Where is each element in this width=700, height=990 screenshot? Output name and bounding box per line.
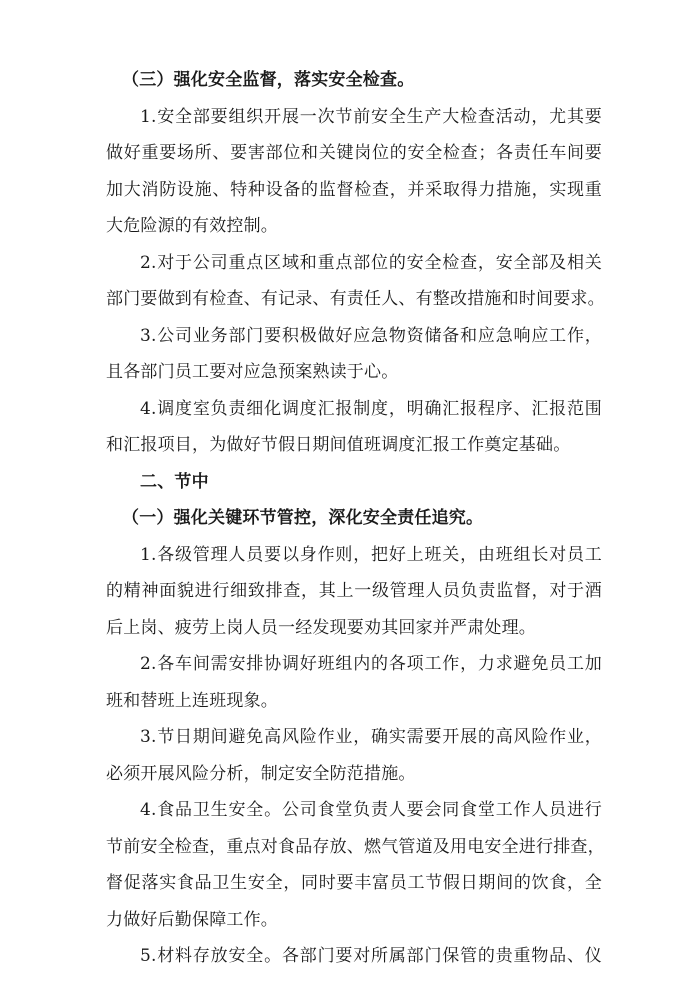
paragraph bbox=[106, 938, 602, 975]
part-heading: 二、节中 bbox=[140, 471, 209, 492]
paragraph-line: 力做好后勤保障工作。 bbox=[106, 909, 278, 930]
paragraph-line: 加大消防设施、特种设备的监督检查，并采取得力措施，实现重 bbox=[106, 179, 602, 200]
paragraph-line: 2.对于公司重点区域和重点部位的安全检查，安全部及相关 bbox=[140, 252, 602, 273]
paragraph-line: 4.食品卫生安全。公司食堂负责人要会同食堂工作人员进行 bbox=[140, 800, 602, 820]
paragraph-line: 4.调度室负责细化调度汇报制度，明确汇报程序、汇报范围 bbox=[140, 398, 602, 419]
paragraph-line: 必须开展风险分析，制定安全防范措施。 bbox=[106, 763, 416, 784]
paragraph-line: 5.材料存放安全。各部门要对所属部门保管的贵重物品、仪 bbox=[140, 946, 602, 966]
paragraph-line: 3.节日期间避免高风险作业，确实需要开展的高风险作业， bbox=[140, 727, 602, 747]
paragraph bbox=[106, 537, 602, 647]
paragraph-line: 做好重要场所、要害部位和关键岗位的安全检查；各责任车间要 bbox=[106, 143, 602, 163]
paragraph bbox=[106, 318, 602, 391]
paragraph bbox=[106, 719, 602, 792]
paragraph-line: 节前安全检查，重点对食品存放、燃气管道及用电安全进行排查， bbox=[106, 836, 605, 857]
paragraph bbox=[106, 646, 602, 719]
paragraph bbox=[106, 99, 602, 245]
document-body bbox=[106, 62, 605, 975]
paragraph bbox=[106, 391, 602, 464]
paragraph-line: 和汇报项目，为做好节假日期间值班调度汇报工作奠定基础。 bbox=[106, 435, 571, 455]
paragraph-line: 的精神面貌进行细致排查，其上一级管理人员负责监督，对于酒 bbox=[106, 581, 602, 601]
paragraph bbox=[106, 792, 605, 938]
section-heading: （一）强化关键环节管控，深化安全责任追究。 bbox=[122, 508, 484, 528]
paragraph bbox=[106, 245, 605, 318]
paragraph-line: 督促落实食品卫生安全，同时要丰富员工节假日期间的饮食，全 bbox=[106, 873, 602, 893]
paragraph-line: 1.各级管理人员要以身作则，把好上班关，由班组长对员工 bbox=[140, 544, 602, 565]
paragraph-line: 1.安全部要组织开展一次节前安全生产大检查活动，尤其要 bbox=[140, 106, 602, 127]
paragraph-line: 班和替班上连班现象。 bbox=[106, 690, 278, 711]
paragraph-line: 2.各车间需安排协调好班组内的各项工作，力求避免员工加 bbox=[140, 654, 602, 674]
paragraph-line: 后上岗、疲劳上岗人员一经发现要劝其回家并严肃处理。 bbox=[106, 617, 536, 638]
paragraph-line: 大危险源的有效控制。 bbox=[106, 216, 278, 236]
section-heading: （三）强化安全监督，落实安全检查。 bbox=[122, 70, 415, 90]
paragraph-line: 3.公司业务部门要积极做好应急物资储备和应急响应工作， bbox=[140, 325, 602, 346]
paragraph-line: 部门要做到有检查、有记录、有责任人、有整改措施和时间要求。 bbox=[106, 289, 605, 309]
paragraph-line: 且各部门员工要对应急预案熟读于心。 bbox=[106, 362, 399, 382]
